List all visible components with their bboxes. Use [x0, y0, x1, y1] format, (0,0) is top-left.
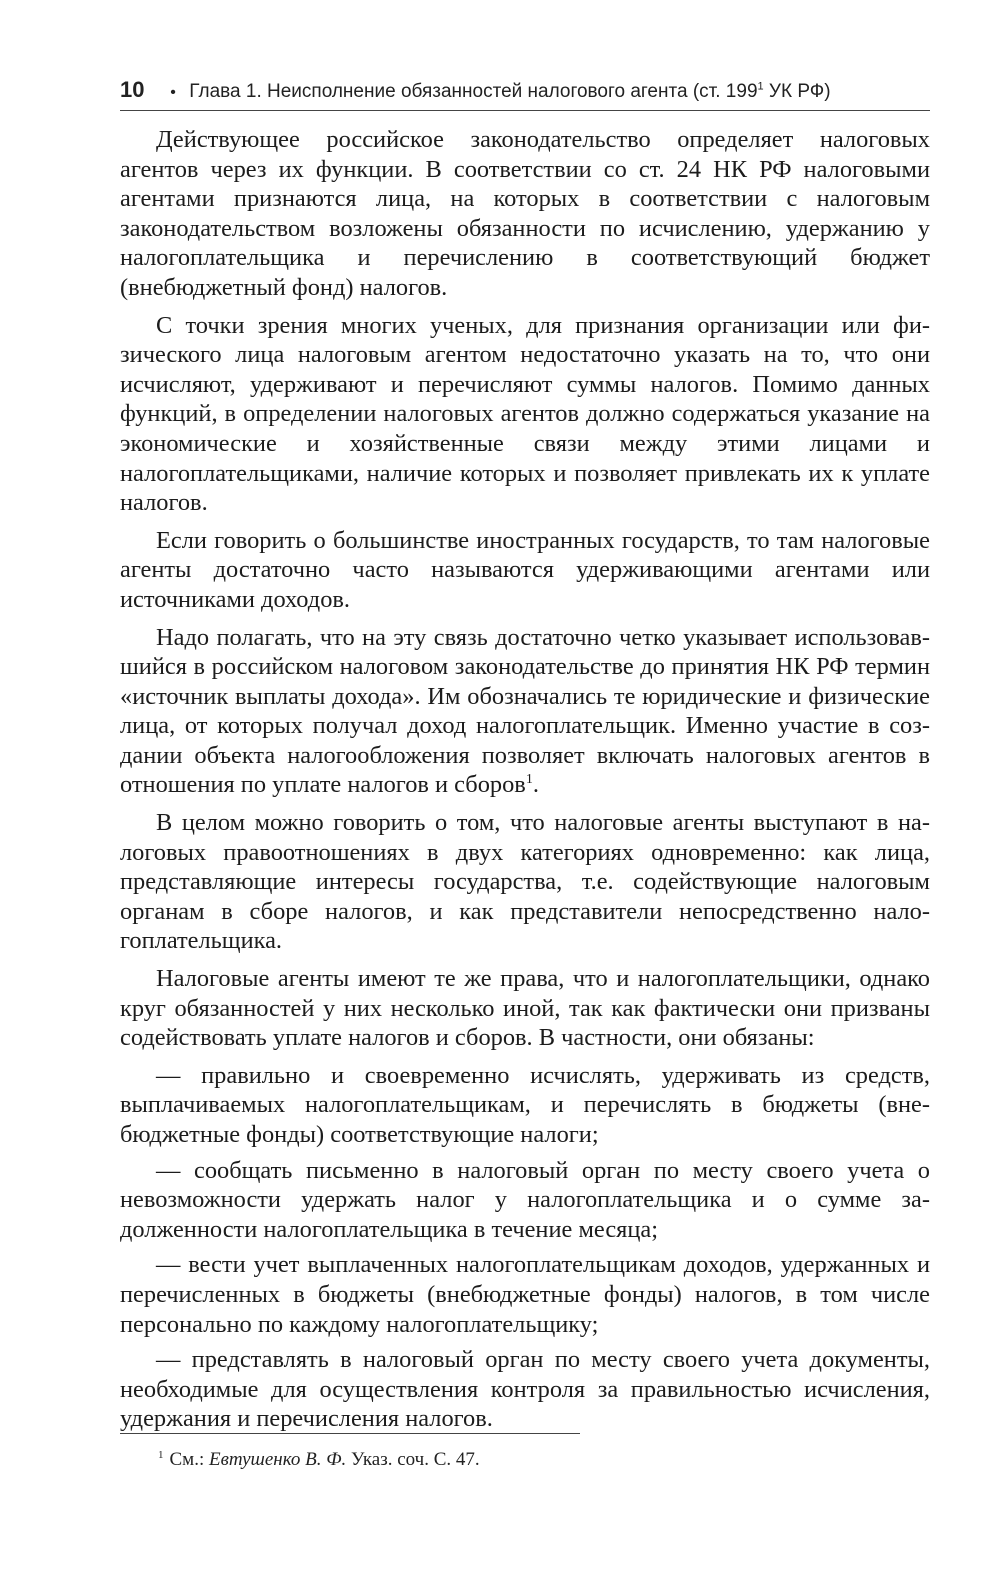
body-text: [120, 125, 930, 1440]
footnote: [158, 1448, 858, 1472]
footnote-mark: 1: [158, 1448, 164, 1461]
chapter-title-superscript: 1: [757, 80, 764, 93]
list-item: — правильно и своевременно исчислять, удерживать из средств, выплачиваемых налогоплательщикам, и перечислять в бюджеты (внебюджетные фонды) соответствующие налоги;: [120, 1061, 930, 1148]
paragraph: Налоговые агенты имеют те же права, что и налогоплательщики, однако круг обязанностей у них несколько иной, так как фактически они призваны содействовать уплате налогов и сборов. В частности, они обязаны:: [120, 965, 930, 1052]
running-head: [120, 72, 930, 108]
paragraph: Действующее российское законодательство определяет налоговых агентов через их функции. В соответствии со ст. 24 НК РФ налоговыми агентами признаются лица, на которых в соответствии с налоговым законодательством возложены обязанности по исчислению, удержанию у налогоплательщика и перечислению в соответствующий бюджет (внебюджетный фонд) налогов.: [120, 126, 930, 301]
page-number: 10: [120, 77, 145, 102]
header-rule: [120, 110, 930, 111]
chapter-title-text: Глава 1. Неисполнение обязанностей налогового агента (ст. 199: [189, 81, 758, 102]
footnote-rule: [120, 1433, 580, 1434]
list-item: — сообщать письменно в налоговый орган по месту своего учета о невозможности удержать налог у налогоплательщика и о сумме задолженности налогоплательщика в течение месяца;: [120, 1156, 930, 1243]
paragraph-end: .: [532, 771, 539, 799]
list-item: — вести учет выплаченных налогоплательщикам доходов, удержанных и перечисленных в бюджеты (внебюджетные фонды) налогов, в том числе персонально по каждому налогоплательщику;: [120, 1251, 930, 1338]
chapter-title: [189, 81, 830, 102]
paragraph: С точки зрения многих ученых, для признания организации или физического лица налоговым агентом недостаточно указать на то, что они исчисляют, удерживают и перечисляют суммы налогов. Помимо данных функций, в определении налоговых агентов должно содержаться указание на экономические и хозяйственные связи между этими лицами и налогоплательщиками, наличие которых и позволяет привлекать их к уплате налогов.: [120, 311, 930, 517]
paragraph: В целом можно говорить о том, что налоговые агенты выступают в налоговых правоотношениях в двух категориях одновременно: как лица, представляющие интересы государства, т.е. содействующие налоговым органам в сборе налогов, и как представители непосредственно налогоплательщика.: [120, 809, 930, 955]
footnote-source: Указ. соч. С. 47.: [346, 1449, 480, 1470]
footnote-prefix: См.:: [169, 1449, 209, 1470]
chapter-title-end: УК РФ): [763, 81, 831, 102]
footnote-reference[interactable]: 1: [525, 772, 533, 788]
footnote-author: Евтушенко В. Ф.: [208, 1449, 347, 1470]
list-item: — представлять в налоговый орган по месту своего учета документы, необходимые для осуществления контроля за правильностью исчисления, удержания и перечисления налогов.: [120, 1346, 930, 1433]
header-bullet: •: [170, 84, 176, 101]
paragraph-with-footnote: [120, 623, 930, 801]
paragraph-text: Надо полагать, что на эту связь достаточно четко указывает использовавшийся в российском налоговом законодательстве до принятия НК РФ термин «источник выплаты дохода». Им обозначались те юридические и физические лица, от которых получал доход налогоплательщик. Именно участие в создании объекта налогообложения позволяет включать налоговых агентов в отношения по уплате налогов и сборов: [120, 623, 930, 799]
paragraph: Если говорить о большинстве иностранных государств, то там налоговые агенты достаточно часто называются удерживающими агентами или источниками доходов.: [120, 526, 930, 613]
